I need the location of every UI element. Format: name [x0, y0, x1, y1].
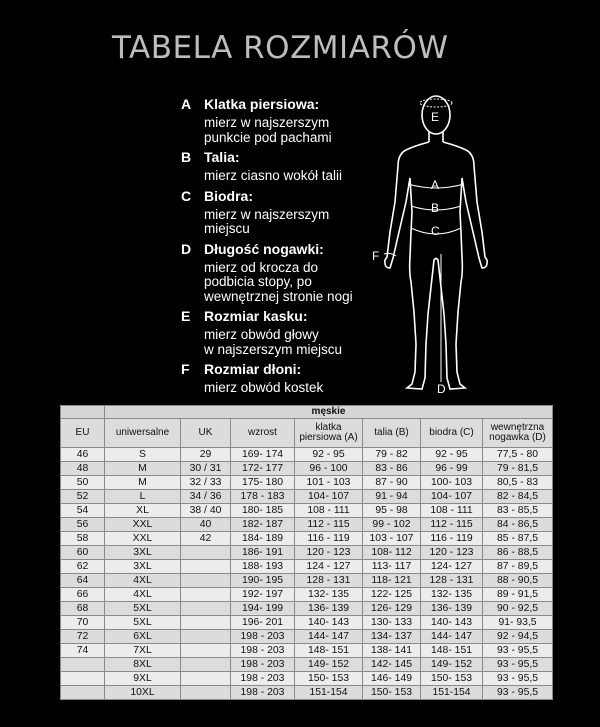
table-cell — [181, 574, 231, 588]
legend-item-a — [181, 96, 391, 145]
table-cell: 56 — [61, 518, 105, 532]
table-cell: 10XL — [105, 686, 181, 700]
legend-description-line: mierz w najszerszym — [204, 206, 330, 222]
table-cell: 40 — [181, 518, 231, 532]
legend-name: Długość nogawki: — [204, 240, 324, 257]
table-cell: XL — [105, 504, 181, 518]
legend-item-f — [181, 361, 391, 396]
table-cell: 140- 143 — [295, 616, 363, 630]
table-cell: 140- 143 — [421, 616, 483, 630]
table-cell: 83 - 86 — [363, 462, 421, 476]
table-row — [61, 672, 553, 686]
column-header: wewnętrzna nogawka (D) — [483, 419, 553, 448]
table-cell: 120 - 123 — [295, 546, 363, 560]
table-row — [61, 448, 553, 462]
table-cell: 96 - 100 — [295, 462, 363, 476]
table-cell: 6XL — [105, 630, 181, 644]
table-row — [61, 630, 553, 644]
table-cell: 3XL — [105, 560, 181, 574]
table-cell: 104- 107 — [421, 490, 483, 504]
table-cell: 91 - 94 — [363, 490, 421, 504]
table-cell — [61, 672, 105, 686]
table-cell: L — [105, 490, 181, 504]
table-cell — [61, 658, 105, 672]
table-cell: 89 - 91,5 — [483, 588, 553, 602]
legend-description — [204, 116, 391, 145]
table-cell: 128 - 131 — [295, 574, 363, 588]
table-cell: 190- 195 — [231, 574, 295, 588]
table-cell: 3XL — [105, 546, 181, 560]
legend-description — [204, 381, 391, 396]
table-cell: 136- 139 — [421, 602, 483, 616]
table-cell: 144- 147 — [295, 630, 363, 644]
label-f: F — [372, 249, 380, 263]
legend-description-line: mierz obwód głowy — [204, 327, 319, 342]
table-cell: 74 — [61, 644, 105, 658]
table-cell: 138- 141 — [363, 644, 421, 658]
table-cell: 175- 180 — [231, 476, 295, 490]
legend-description — [204, 208, 391, 237]
table-cell: 198 - 203 — [231, 686, 295, 700]
table-cell: 96 - 99 — [421, 462, 483, 476]
table-cell — [181, 644, 231, 658]
table-cell: 95 - 98 — [363, 504, 421, 518]
table-cell: 101 - 103 — [295, 476, 363, 490]
legend-letter: E — [181, 308, 191, 324]
table-cell: 87 - 90 — [363, 476, 421, 490]
table-cell: 124 - 127 — [295, 560, 363, 574]
table-cell: 50 — [61, 476, 105, 490]
table-cell: 116 - 119 — [421, 532, 483, 546]
table-cell: 84 - 86,5 — [483, 518, 553, 532]
table-cell: 88 - 90,5 — [483, 574, 553, 588]
label-b: B — [431, 201, 440, 215]
legend-description-line: w najszerszym miejscu — [204, 341, 343, 357]
table-cell: 92 - 95 — [295, 448, 363, 462]
table-cell: M — [105, 476, 181, 490]
table-cell — [181, 616, 231, 630]
legend-description-line: wewnętrznej stronie nogi — [204, 288, 353, 304]
table-cell: 93 - 95,5 — [483, 644, 553, 658]
table-cell: 5XL — [105, 616, 181, 630]
table-row — [61, 560, 553, 574]
table-cell: 184- 189 — [231, 532, 295, 546]
table-cell — [181, 686, 231, 700]
legend-description-line: mierz obwód kostek — [204, 380, 324, 395]
table-cell: 108 - 111 — [295, 504, 363, 518]
table-cell — [181, 546, 231, 560]
column-header: wzrost — [231, 419, 295, 448]
table-cell: 90 - 92,5 — [483, 602, 553, 616]
table-cell — [181, 672, 231, 686]
table-cell: 120 - 123 — [421, 546, 483, 560]
column-header: klatka piersiowa (A) — [295, 419, 363, 448]
table-cell — [181, 630, 231, 644]
table-cell: 93 - 95,5 — [483, 658, 553, 672]
table-cell: 86 - 88,5 — [483, 546, 553, 560]
table-cell: 132- 135 — [421, 588, 483, 602]
table-cell: 149- 152 — [421, 658, 483, 672]
table-cell — [181, 658, 231, 672]
size-table — [60, 405, 553, 700]
table-cell: 134- 137 — [363, 630, 421, 644]
table-cell: 136- 139 — [295, 602, 363, 616]
table-cell: 130- 133 — [363, 616, 421, 630]
table-cell: 148- 151 — [421, 644, 483, 658]
column-header: uniwersalne — [105, 419, 181, 448]
table-cell: 149- 152 — [295, 658, 363, 672]
table-cell: S — [105, 448, 181, 462]
table-cell: 70 — [61, 616, 105, 630]
label-e: E — [431, 110, 440, 124]
table-cell: 112 - 115 — [421, 518, 483, 532]
table-cell: 8XL — [105, 658, 181, 672]
table-row — [61, 546, 553, 560]
table-cell: 188- 193 — [231, 560, 295, 574]
table-cell: 77,5 - 80 — [483, 448, 553, 462]
table-cell: 146- 149 — [363, 672, 421, 686]
table-cell: 128 - 131 — [421, 574, 483, 588]
table-cell: 72 — [61, 630, 105, 644]
table-cell: 126- 129 — [363, 602, 421, 616]
table-row — [61, 588, 553, 602]
table-cell: 93 - 95,5 — [483, 686, 553, 700]
table-cell: 34 / 36 — [181, 490, 231, 504]
table-cell: 93 - 95,5 — [483, 672, 553, 686]
table-cell: XXL — [105, 532, 181, 546]
table-cell: 60 — [61, 546, 105, 560]
table-cell: 68 — [61, 602, 105, 616]
legend-letter: F — [181, 361, 190, 377]
table-cell: 80,5 - 83 — [483, 476, 553, 490]
table-row — [61, 490, 553, 504]
table-row — [61, 476, 553, 490]
table-cell: 46 — [61, 448, 105, 462]
legend-letter: A — [181, 96, 192, 112]
table-cell: 4XL — [105, 588, 181, 602]
table-row — [61, 462, 553, 476]
measurement-legend — [181, 96, 391, 400]
table-cell: 7XL — [105, 644, 181, 658]
table-cell: 198 - 203 — [231, 644, 295, 658]
table-cell: 92 - 95 — [421, 448, 483, 462]
table-cell — [61, 686, 105, 700]
column-header: talia (B) — [363, 419, 421, 448]
column-header: EU — [61, 419, 105, 448]
legend-name: Talia: — [204, 149, 240, 165]
size-table-wrapper — [60, 405, 552, 700]
table-cell: M — [105, 462, 181, 476]
table-cell: 83 - 85,5 — [483, 504, 553, 518]
table-cell: 142- 145 — [363, 658, 421, 672]
table-row — [61, 602, 553, 616]
legend-name: Rozmiar kasku: — [204, 308, 308, 324]
table-cell: 64 — [61, 574, 105, 588]
table-cell: 150- 153 — [363, 686, 421, 700]
page-title: TABELA ROZMIARÓW — [112, 30, 449, 66]
legend-letter: C — [181, 187, 192, 204]
table-cell: 54 — [61, 504, 105, 518]
table-cell: 29 — [181, 448, 231, 462]
table-cell: 85 - 87,5 — [483, 532, 553, 546]
legend-name: Biodra: — [204, 187, 253, 204]
legend-letter: D — [181, 240, 192, 257]
label-c: C — [431, 224, 440, 238]
table-row — [61, 616, 553, 630]
table-row — [61, 644, 553, 658]
legend-name: Rozmiar dłoni: — [204, 361, 302, 377]
legend-name: Klatka piersiowa: — [204, 96, 320, 112]
table-cell: 148- 151 — [295, 644, 363, 658]
table-cell: 79 - 81,5 — [483, 462, 553, 476]
table-cell: 198 - 203 — [231, 630, 295, 644]
table-cell: XXL — [105, 518, 181, 532]
label-a: A — [431, 178, 440, 192]
legend-description-line: podbicia stopy, po — [204, 274, 312, 289]
legend-description — [204, 169, 391, 184]
table-cell: 151-154 — [295, 686, 363, 700]
table-cell: 172- 177 — [231, 462, 295, 476]
legend-item-d — [181, 241, 391, 305]
table-cell: 32 / 33 — [181, 476, 231, 490]
table-row — [61, 686, 553, 700]
legend-description-line: mierz od krocza do — [204, 259, 319, 275]
table-cell: 112 - 115 — [295, 518, 363, 532]
legend-item-b — [181, 149, 391, 184]
table-row — [61, 658, 553, 672]
table-cell: 180- 185 — [231, 504, 295, 518]
table-cell: 198 - 203 — [231, 672, 295, 686]
table-cell: 132- 135 — [295, 588, 363, 602]
table-cell: 52 — [61, 490, 105, 504]
table-cell: 116 - 119 — [295, 532, 363, 546]
body-figure — [370, 82, 510, 402]
legend-item-c — [181, 188, 391, 237]
legend-item-e — [181, 308, 391, 357]
table-cell: 113- 117 — [363, 560, 421, 574]
table-cell: 178 - 183 — [231, 490, 295, 504]
table-cell: 42 — [181, 532, 231, 546]
table-cell: 30 / 31 — [181, 462, 231, 476]
table-row — [61, 518, 553, 532]
legend-description-line: mierz w najszerszym — [204, 115, 330, 130]
table-cell: 48 — [61, 462, 105, 476]
table-cell: 118- 121 — [363, 574, 421, 588]
table-cell: 182- 187 — [231, 518, 295, 532]
table-cell: 103 - 107 — [363, 532, 421, 546]
table-row — [61, 532, 553, 546]
table-cell: 104- 107 — [295, 490, 363, 504]
table-row — [61, 504, 553, 518]
legend-description-line: miejscu — [204, 221, 250, 236]
table-cell: 82 - 84,5 — [483, 490, 553, 504]
table-cell: 100- 103 — [421, 476, 483, 490]
legend-letter: B — [181, 149, 192, 165]
table-cell: 198 - 203 — [231, 658, 295, 672]
table-cell: 192- 197 — [231, 588, 295, 602]
table-cell: 186- 191 — [231, 546, 295, 560]
column-header: biodra (C) — [421, 419, 483, 448]
table-cell: 144- 147 — [421, 630, 483, 644]
table-cell — [181, 560, 231, 574]
legend-description — [204, 328, 391, 357]
table-cell: 122- 125 — [363, 588, 421, 602]
legend-description-line: punkcie pod pachami — [204, 129, 332, 145]
table-cell: 150- 153 — [295, 672, 363, 686]
table-cell: 79 - 82 — [363, 448, 421, 462]
legend-description-line: mierz ciasno wokół talii — [204, 168, 343, 183]
table-cell: 151-154 — [421, 686, 483, 700]
table-cell: 91- 93,5 — [483, 616, 553, 630]
table-cell: 92 - 94,5 — [483, 630, 553, 644]
table-cell: 194- 199 — [231, 602, 295, 616]
table-cell: 150- 153 — [421, 672, 483, 686]
table-blank-header — [61, 406, 105, 419]
table-cell: 196- 201 — [231, 616, 295, 630]
table-cell: 38 / 40 — [181, 504, 231, 518]
table-cell: 58 — [61, 532, 105, 546]
table-cell: 108 - 111 — [421, 504, 483, 518]
table-row — [61, 574, 553, 588]
legend-description — [204, 261, 391, 305]
table-cell — [181, 602, 231, 616]
group-header: męskie — [105, 406, 553, 419]
column-header: UK — [181, 419, 231, 448]
table-cell — [181, 588, 231, 602]
table-cell: 108- 112 — [363, 546, 421, 560]
table-cell: 4XL — [105, 574, 181, 588]
table-cell: 9XL — [105, 672, 181, 686]
table-cell: 5XL — [105, 602, 181, 616]
table-cell: 87 - 89,5 — [483, 560, 553, 574]
table-cell: 99 - 102 — [363, 518, 421, 532]
label-d: D — [437, 382, 446, 396]
table-cell: 169- 174 — [231, 448, 295, 462]
table-cell: 66 — [61, 588, 105, 602]
table-cell: 124- 127 — [421, 560, 483, 574]
table-cell: 62 — [61, 560, 105, 574]
